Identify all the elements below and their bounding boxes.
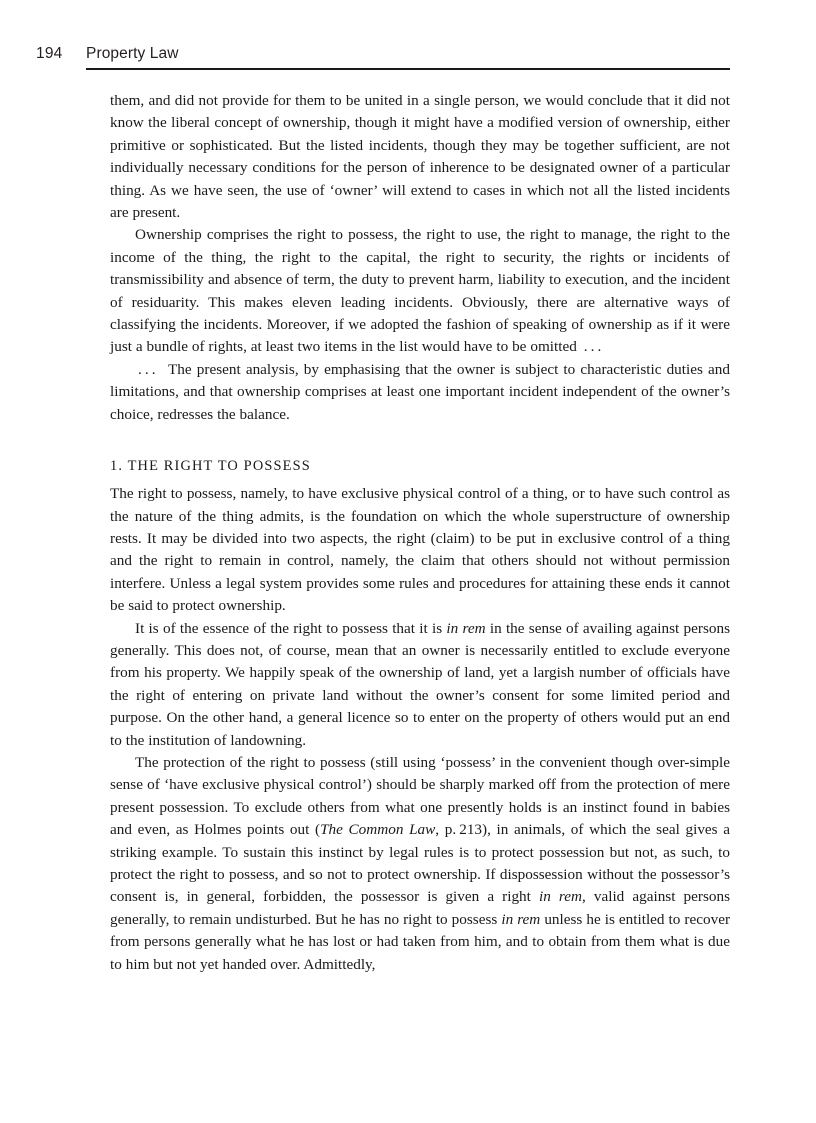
italic-run: The Common Law bbox=[320, 821, 436, 839]
running-head bbox=[0, 44, 816, 72]
text-run: It is of the essence of the right to possess that it is bbox=[135, 619, 447, 637]
paragraph bbox=[110, 224, 730, 358]
text-run: them, and did not provide for them to be united in a single person, we would conclude that it did not know the liberal concept of ownership, though it might have a modified version of ownership, either primitive or sophisticated. But the listed incidents, though they may be together sufficient, are not individually necessary conditions for the person of inherence to be designated owner of a particular thing. As we have seen, the use of ‘owner’ will extend to cases in which not all the listed incidents are present. bbox=[110, 92, 730, 222]
paragraph bbox=[110, 359, 730, 426]
paragraph bbox=[110, 90, 730, 224]
header-rule bbox=[86, 68, 730, 70]
body-text-block bbox=[110, 90, 730, 976]
text-run: The protection of the right to possess (still using ‘possess’ in the convenient though over-simple sense of ‘have exclusive physical control’) should be sharply marked off from the protection of mere present possession. To exclude others from what one presently holds is an instinct found in babies and even, as Holmes points out ( bbox=[110, 753, 730, 839]
text-run: Ownership comprises the right to possess, the right to use, the right to manage, the right to the income of the thing, the right to the capital, the right to security, the rights or incidents of transmissibility and absence of term, the duty to prevent harm, liability to execution, and the incident of residuarity. This makes eleven leading incidents. Obviously, there are alternative ways of classifying the incidents. Moreover, if we adopted the fashion of speaking of ownership as if it were just a bundle of rights, at least two items in the list would have to be omitted . . . bbox=[110, 226, 730, 356]
running-title: Property Law bbox=[86, 45, 179, 62]
italic-run: in rem bbox=[446, 619, 486, 637]
body-paragraph-group bbox=[110, 90, 730, 426]
page-number: 194 bbox=[36, 45, 63, 62]
text-run: in the sense of availing against persons generally. This does not, of course, mean that an owner is necessarily entitled to exclude everyone from his property. We happily speak of the ownership of land, yet a largish number of officials have the right of entering on private land without the owner’s consent for some limited period and purpose. On the other hand, a general licence so to enter on the property of others would put an end to the institution of landowning. bbox=[110, 619, 731, 749]
paragraph bbox=[110, 752, 730, 976]
paragraph bbox=[110, 618, 730, 752]
section-heading: 1. THE RIGHT TO POSSESS bbox=[110, 458, 311, 475]
italic-run: in rem bbox=[538, 888, 582, 906]
text-run: unless he is entitled to recover from persons generally what he has lost or had taken from him, and to obtain from them what is due to him but not yet handed over. Admittedly, bbox=[110, 910, 731, 973]
text-run: . . . The present analysis, by emphasising that the owner is subject to characteristic duties and limitations, and that ownership comprises at least one important incident independent of the owner’s choice, redresses the balance. bbox=[110, 360, 730, 423]
text-run: , p. 213), in animals, of which the seal gives a striking example. To sustain this instinct by legal rules is to protect possession but not, as such, to protect the right to possess, and so not to protect ownership. If dispossession without the possessor’s consent is, in general, forbidden, the possessor is given a right bbox=[110, 821, 731, 906]
paragraph bbox=[110, 483, 730, 617]
section-paragraph-group bbox=[110, 483, 730, 976]
text-run: The right to possess, namely, to have exclusive physical control of a thing, or to have such control as the nature of the thing admits, is the foundation on which the whole superstructure of ownership rests. It may be divided into two aspects, the right (claim) to be put in exclusive control of a thing and the right to remain in control, namely, the claim that others should not without permission interfere. Unless a legal system provides some rules and procedures for attaining these ends it cannot be said to protect ownership. bbox=[110, 485, 730, 615]
italic-run: in rem bbox=[501, 910, 541, 928]
text-run: , valid against persons generally, to remain undisturbed. But he has no right to possess bbox=[110, 888, 730, 928]
